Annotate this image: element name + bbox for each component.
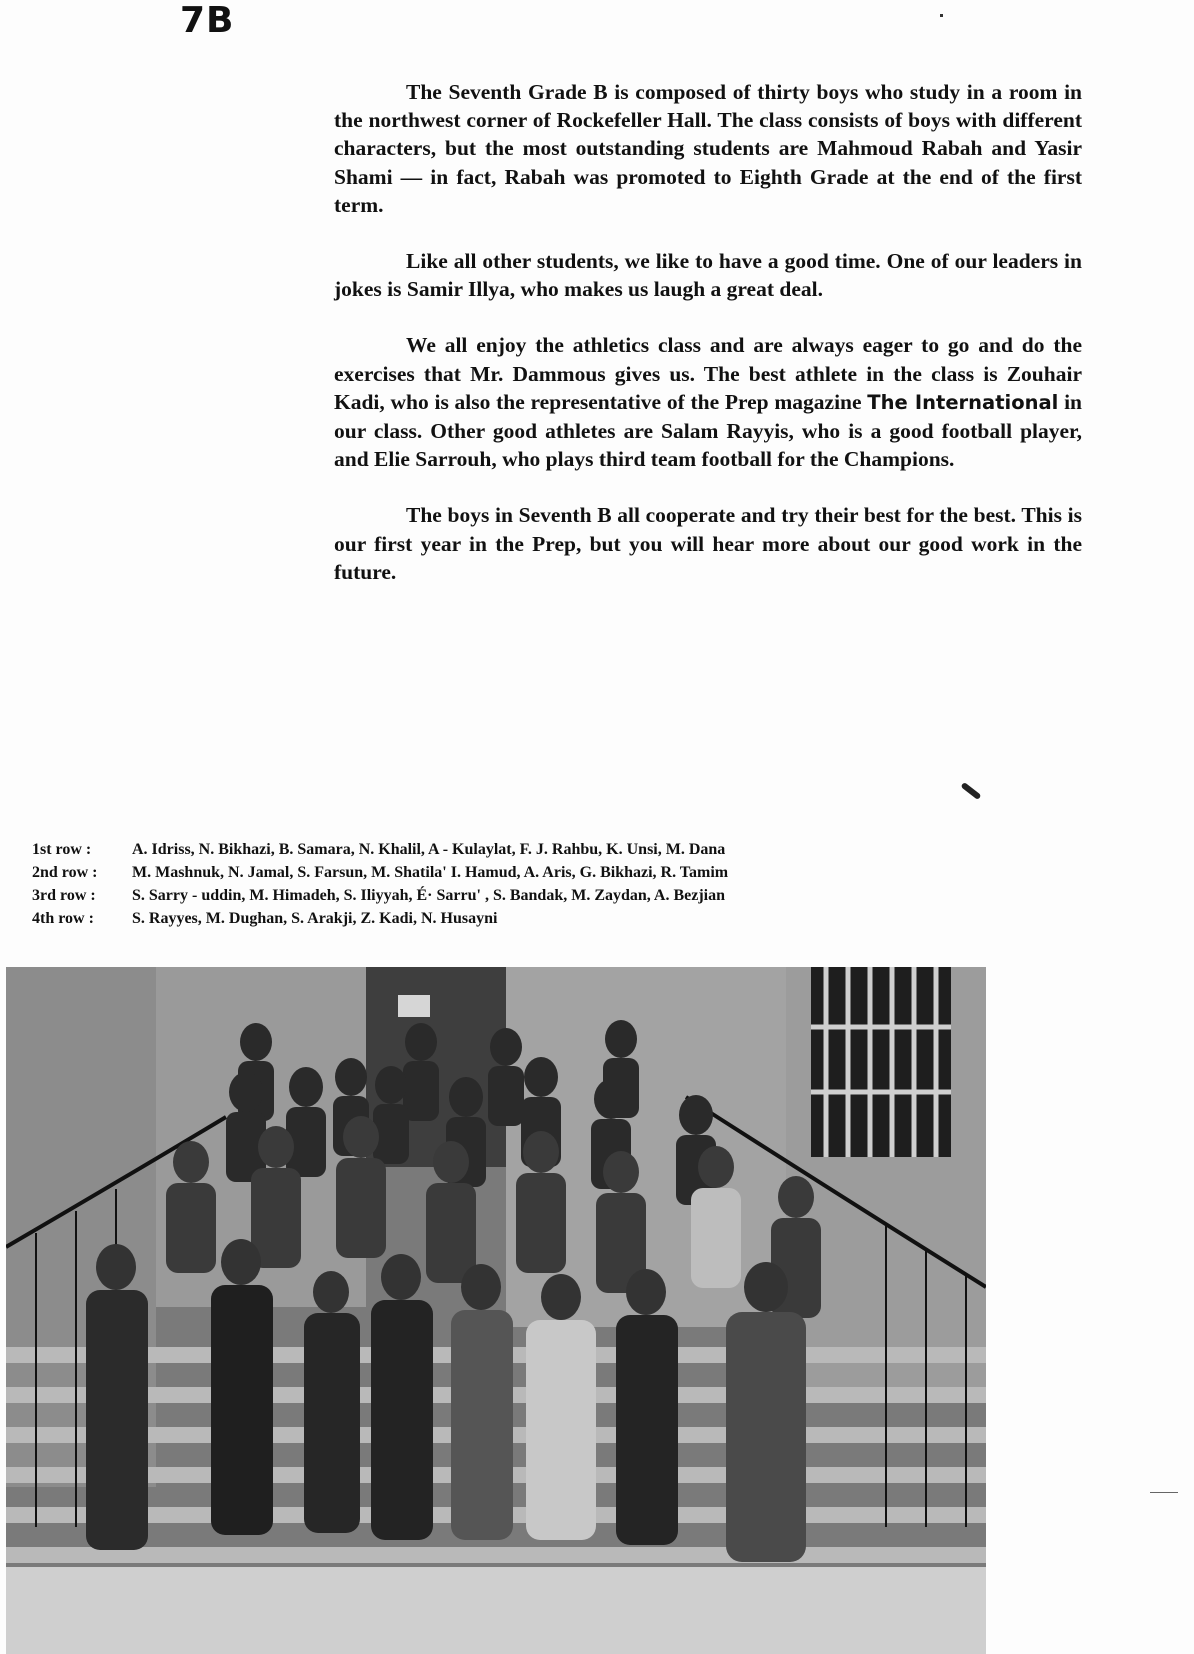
caption-row-names: A. Idriss, N. Bikhazi, B. Samara, N. Khalil, A - Kulaylat, F. J. Rahbu, K. Unsi, M. Dana <box>132 841 726 858</box>
caption-row-label: 3rd row : <box>32 887 96 904</box>
scan-mark <box>960 782 981 800</box>
paragraph-athletics-text: We all enjoy the athletics class and are always eager to go and do the exercises that Mr. Dammous gives us. The best athlete in the class is Zouhair Kadi, who is also the representative of the Prep magazine <box>334 333 1082 414</box>
caption-row-label: 2nd row : <box>32 864 98 881</box>
caption-row-label: 4th row : <box>32 910 94 927</box>
caption-row-label: 1st row : <box>32 841 92 858</box>
scan-speck <box>940 14 943 17</box>
caption-row <box>32 838 932 861</box>
class-article <box>334 78 1082 586</box>
caption-row <box>32 907 932 930</box>
caption-row-names: S. Rayyes, M. Dughan, S. Arakji, Z. Kadi, N. Husayni <box>132 910 498 927</box>
scan-dash <box>1150 1492 1178 1493</box>
page-label: 7B <box>180 0 235 41</box>
paragraph-jokes: Like all other students, we like to have a good time. One of our leaders in jokes is Samir Illya, who makes us laugh a great deal. <box>334 249 1082 302</box>
paragraph-athletics-rest: in our class. Other good athletes are Salam Rayyis, who is a good football player, and Elie Sarrouh, who plays third team football for the Champions. <box>334 389 1082 472</box>
caption-row <box>32 884 932 907</box>
magazine-title: The International <box>867 390 1059 414</box>
caption-row-names: M. Mashnuk, N. Jamal, S. Farsun, M. Shatila' I. Hamud, A. Aris, G. Bikhazi, R. Tamim <box>132 864 729 881</box>
photo-captions <box>32 838 932 930</box>
caption-row <box>32 861 932 884</box>
class-group-photo-drawing <box>6 967 986 1654</box>
caption-row-names: S. Sarry - uddin, M. Himadeh, S. Iliyyah, É· Sarru' , S. Bandak, M. Zaydan, A. Bezjian <box>132 887 726 904</box>
class-group-photo <box>6 967 986 1654</box>
paragraph-closing: The boys in Seventh B all cooperate and try their best for the best. This is our first year in the Prep, but you will hear more about our good work in the future. <box>334 503 1082 584</box>
paragraph-intro: The Seventh Grade B is composed of thirty boys who study in a room in the northwest corner of Rockefeller Hall. The class consists of boys with different characters, but the most outstanding students are Mahmoud Rabah and Yasir Shami — in fact, Rabah was promoted to Eighth Grade at the end of the first term. <box>334 80 1082 217</box>
paragraph-athletics <box>334 331 1082 473</box>
